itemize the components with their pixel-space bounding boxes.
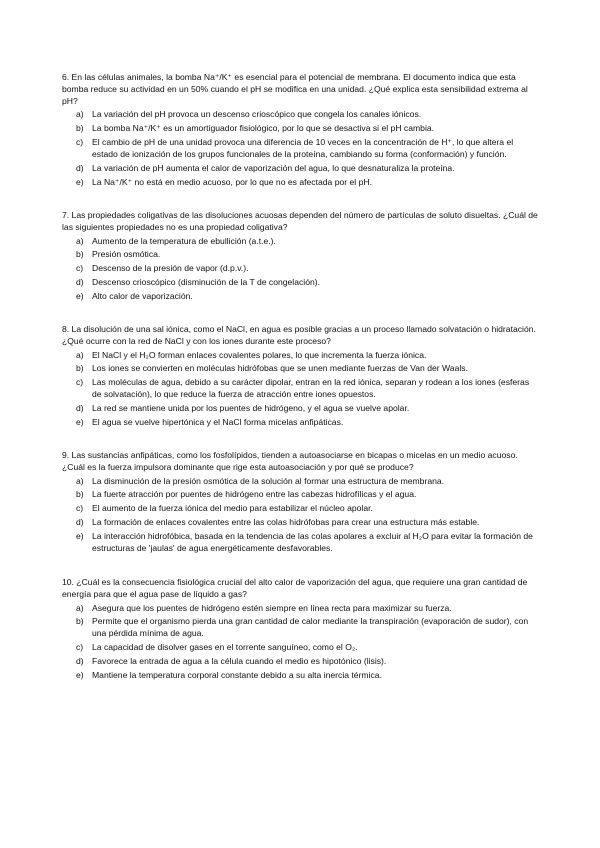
option-b xyxy=(62,616,540,640)
option-text: Descenso de la presión de vapor (d.p.v.). xyxy=(92,263,249,274)
question-stem: 7. Las propiedades coligativas de las disoluciones acuosas dependen del número de partículas de soluto disueltas. ¿Cuál de las siguientes propiedades no es una propiedad coligativa? xyxy=(62,210,538,232)
option-letter: a) xyxy=(76,109,84,120)
option-e xyxy=(62,531,540,555)
option-a xyxy=(62,350,540,362)
option-list xyxy=(62,109,540,188)
option-b xyxy=(62,363,540,375)
option-text: La capacidad de disolver gases en el torrente sanguíneo, como el O₂. xyxy=(92,642,358,653)
question-9 xyxy=(62,450,540,557)
option-text: La fuerte atracción por puentes de hidrógeno entre las cabezas hidrofílicas y el agua. xyxy=(92,489,417,500)
option-text: Favorece la entrada de agua a la célula cuando el medio es hipotónico (lisis). xyxy=(92,656,387,667)
option-letter: e) xyxy=(76,291,84,302)
option-b xyxy=(62,489,540,501)
option-c xyxy=(62,503,540,515)
option-e xyxy=(62,670,540,682)
option-text: Presión osmótica. xyxy=(92,249,161,260)
option-letter: e) xyxy=(76,531,84,542)
question-stem: 8. La disolución de una sal iónica, como el NaCl, en agua es posible gracias a un proceso llamado solvatación o hidratación. ¿Qué ocurre con la red de NaCl y con los iones durante este proceso? xyxy=(62,324,536,346)
option-list xyxy=(62,236,540,303)
option-c xyxy=(62,263,540,275)
option-letter: e) xyxy=(76,416,84,427)
question-6 xyxy=(62,72,540,191)
option-b xyxy=(62,123,540,135)
option-letter: d) xyxy=(76,517,84,528)
option-letter: b) xyxy=(76,123,84,134)
option-text: El aumento de la fuerza iónica del medio para estabilizar el núcleo apolar. xyxy=(92,503,373,514)
option-a xyxy=(62,603,540,615)
option-text: La variación del pH provoca un descenso crioscópico que congela los canales iónicos. xyxy=(92,109,422,120)
option-text: La variación de pH aumenta el calor de vaporización del agua, lo que desnaturaliza la proteína. xyxy=(92,162,455,173)
option-e xyxy=(62,177,540,189)
option-letter: b) xyxy=(76,249,84,260)
question-8 xyxy=(62,324,540,431)
option-letter: d) xyxy=(76,403,84,414)
option-list xyxy=(62,603,540,682)
option-text: La red se mantiene unida por los puentes de hidrógeno, y el agua se vuelve apolar. xyxy=(92,403,410,414)
option-letter: a) xyxy=(76,349,84,360)
option-text: La formación de enlaces covalentes entre las colas hidrófobas para crear una estructura más estable. xyxy=(92,517,480,528)
option-a xyxy=(62,109,540,121)
option-letter: e) xyxy=(76,176,84,187)
option-letter: d) xyxy=(76,277,84,288)
option-text: La disminución de la presión osmótica de la solución al formar una estructura de membrana. xyxy=(92,475,445,486)
option-text: Alto calor de vaporización. xyxy=(92,291,193,302)
option-list xyxy=(62,350,540,429)
option-c xyxy=(62,642,540,654)
option-d xyxy=(62,163,540,175)
option-text: Las moléculas de agua, debido a su carácter dipolar, entran en la red iónica, separan y rodean a los iones (esferas de solvatación), lo que reduce la fuerza de atracción entre iones opuestos. xyxy=(92,377,530,400)
option-text: La Na⁺/K⁺ no está en medio acuoso, por lo que no es afectada por el pH. xyxy=(92,176,372,187)
option-d xyxy=(62,517,540,529)
option-text: Mantiene la temperatura corporal constante debido a su alta inercia térmica. xyxy=(92,669,382,680)
option-letter: c) xyxy=(76,377,84,388)
option-list xyxy=(62,476,540,555)
option-letter: b) xyxy=(76,363,84,374)
option-letter: c) xyxy=(76,263,84,274)
question-stem: 6. En las células animales, la bomba Na⁺/K⁺ es esencial para el potencial de membrana. El documento indica que esta bomba reduce su actividad en un 50% cuando el pH se modifica en una unidad. ¿Qué explica esta sensibilidad extrema al pH? xyxy=(62,72,528,106)
option-text: Descenso crioscópico (disminución de la T de congelación). xyxy=(92,277,321,288)
option-text: El NaCl y el H₂O forman enlaces covalentes polares, lo que incrementa la fuerza iónica. xyxy=(92,349,427,360)
option-b xyxy=(62,249,540,261)
option-d xyxy=(62,277,540,289)
question-7 xyxy=(62,210,540,305)
option-letter: a) xyxy=(76,475,84,486)
option-letter: b) xyxy=(76,616,84,627)
option-letter: a) xyxy=(76,235,84,246)
option-text: Los iones se convierten en moléculas hidrófobas que se unen mediante fuerzas de Van der Waals. xyxy=(92,363,468,374)
option-letter: d) xyxy=(76,162,84,173)
question-stem: 10. ¿Cuál es la consecuencia fisiológica crucial del alto calor de vaporización del agua, que requiere una gran cantidad de energía para que el agua pase de líquido a gas? xyxy=(62,577,528,599)
option-a xyxy=(62,476,540,488)
option-letter: c) xyxy=(76,642,84,653)
option-text: Permite que el organismo pierda una gran cantidad de calor mediante la transpiración (evaporación de sudor), con una pérdida mínima de agua. xyxy=(92,616,529,639)
option-letter: a) xyxy=(76,602,84,613)
option-letter: d) xyxy=(76,656,84,667)
question-10 xyxy=(62,577,540,684)
option-text: Asegura que los puentes de hidrógeno estén siempre en línea recta para maximizar su fuerza. xyxy=(92,602,452,613)
option-e xyxy=(62,417,540,429)
option-text: Aumento de la temperatura de ebullición (a.t.e.). xyxy=(92,235,276,246)
option-text: El cambio de pH de una unidad provoca una diferencia de 10 veces en la concentración de H⁺, lo que altera el estado de ionización de los grupos funcionales de la proteína, cambiando su forma (conformación) y función. xyxy=(92,137,514,159)
option-c xyxy=(62,377,540,401)
option-letter: c) xyxy=(76,503,84,514)
option-text: El agua se vuelve hipertónica y el NaCl forma micelas anfipáticas. xyxy=(92,416,344,427)
question-stem: 9. Las sustancias anfipáticas, como los fosfolípidos, tienden a autoasociarse en bicapas o micelas en un medio acuoso. ¿Cuál es la fuerza impulsora dominante que rige esta autoasociación y por qué se produce? xyxy=(62,450,518,472)
option-d xyxy=(62,656,540,668)
option-text: La bomba Na⁺/K⁺ es un amortiguador fisiológico, por lo que se desactiva si el pH cambia. xyxy=(92,123,435,134)
option-letter: e) xyxy=(76,669,84,680)
option-letter: b) xyxy=(76,489,84,500)
option-text: La interacción hidrofóbica, basada en la tendencia de las colas apolares a excluir al H₂O para evitar la formación de estructuras de 'jaulas' de agua energéticamente desfavorables. xyxy=(92,531,533,553)
option-c xyxy=(62,137,540,161)
option-letter: c) xyxy=(76,137,84,148)
option-a xyxy=(62,236,540,248)
option-e xyxy=(62,291,540,303)
option-d xyxy=(62,403,540,415)
